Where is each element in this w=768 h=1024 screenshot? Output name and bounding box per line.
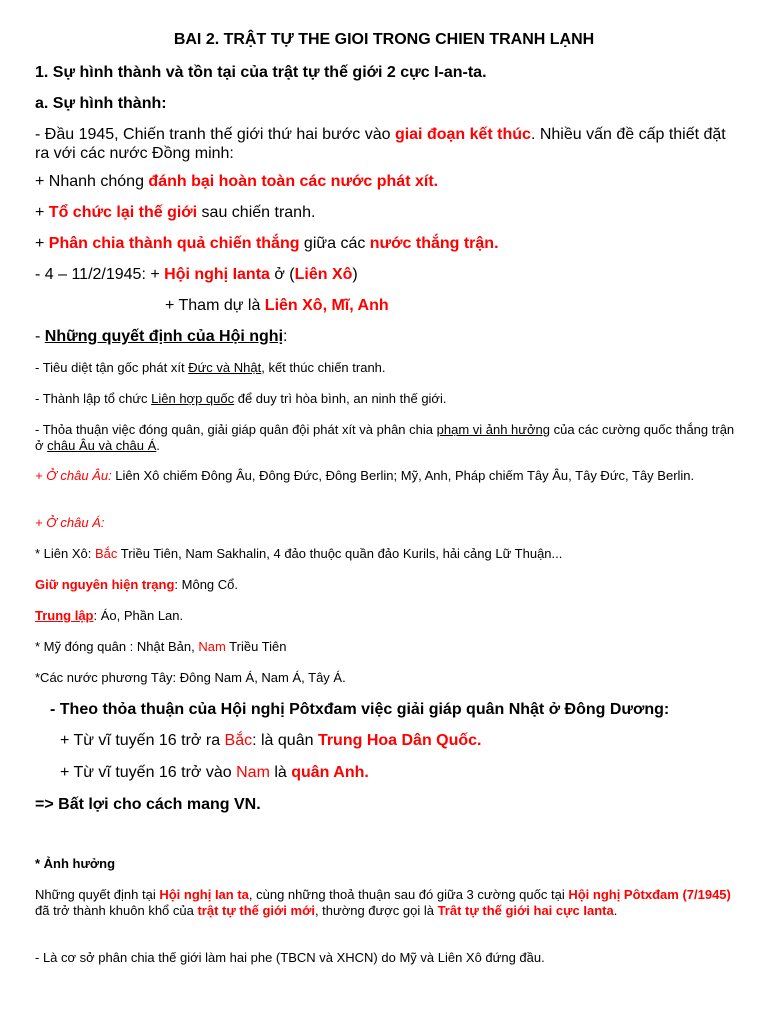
text: + Nhanh chóng: [35, 173, 149, 190]
ussr-zones: [35, 546, 744, 562]
section-heading-1: 1. Sự hình thành và tồn tại của trật tự thế giới 2 cực I-an-ta.: [35, 64, 487, 81]
text: : Mông Cổ.: [174, 577, 239, 592]
highlight: Trung Hoa Dân Quốc.: [317, 732, 482, 749]
text: ở (: [269, 266, 295, 283]
highlight: Nam: [198, 639, 226, 654]
text: * Mỹ đóng quân : Nhật Bản,: [35, 639, 199, 654]
highlight: Nam: [236, 764, 270, 781]
intro-paragraph: [35, 125, 744, 163]
highlight: Phân chia thành quả chiến thắng: [48, 235, 300, 252]
text: * Liên Xô:: [35, 546, 95, 561]
potsdam-heading: - Theo thỏa thuận của Hội nghị Pôtxđam việc giải giáp quân Nhật ở Đông Dương:: [50, 701, 670, 718]
text: giữa các: [299, 235, 370, 252]
page-title: BAI 2. TRẬT TỰ THE GIOI TRONG CHIEN TRANH LẠNH: [173, 31, 595, 48]
neutral-line: [35, 608, 744, 624]
text: - Thỏa thuận việc đóng quân, giải giáp quân đội phát xít và phân chia: [35, 422, 437, 437]
text: - Tiêu diệt tận gốc phát xít: [35, 360, 189, 375]
text: , cùng những thoả thuận sau đó giữa 3 cường quốc tại: [248, 887, 569, 902]
underlined-text: Liên hợp quốc: [151, 391, 235, 406]
highlight: nước thắng trận.: [369, 235, 499, 252]
impact-heading: * Ảnh hưởng: [35, 856, 116, 871]
text: :: [283, 328, 288, 345]
highlight: Hội nghị Ianta: [164, 266, 270, 283]
asia-heading: + Ở châu Á:: [35, 515, 105, 530]
text: + Từ vĩ tuyến 16 trở vào: [60, 764, 237, 781]
highlight: Hội nghị Pôtxđam (7/1945): [568, 887, 731, 902]
underlined-text: phạm vi ảnh hưởng: [436, 422, 550, 437]
text: +: [35, 235, 49, 252]
attendees-line: [165, 296, 744, 315]
text: - Đầu 1945, Chiến tranh thế giới thứ hai bước vào: [35, 126, 395, 143]
text: : Áo, Phần Lan.: [93, 608, 184, 623]
highlight: Tổ chức lại thế giới: [48, 204, 198, 221]
highlight: Trât tự thế giới hai cực Ianta: [437, 903, 614, 918]
underlined-text: châu Âu và châu Á: [47, 438, 157, 453]
final-paragraph: - Là cơ sở phân chia thế giới làm hai phe (TBCN và XHCN) do Mỹ và Liên Xô đứng đầu.: [35, 950, 545, 965]
highlight: Giữ nguyên hiện trạng: [35, 577, 175, 592]
text: của các cường quốc thắng trận ở: [35, 422, 735, 453]
highlight: Bắc: [224, 732, 253, 749]
decision-2: [35, 391, 744, 407]
yalta-conference-line: [35, 265, 744, 284]
text: để duy trì hòa bình, an ninh thế giới.: [234, 391, 447, 406]
text: +: [35, 204, 49, 221]
underlined-text: Đức và Nhật: [188, 360, 262, 375]
highlight: Bắc: [95, 546, 118, 561]
text: Liên Xô chiếm Đông Âu, Đông Đức, Đông Berlin; Mỹ, Anh, Pháp chiếm Tây Âu, Tây Đức, Tây Berlin.: [111, 468, 695, 483]
text: sau chiến tranh.: [197, 204, 316, 221]
text: : là quân: [252, 732, 318, 749]
text: Triều Tiên, Nam Sakhalin, 4 đảo thuộc quần đảo Kurils, hải cảng Lữ Thuận...: [117, 546, 563, 561]
text: .: [156, 438, 160, 453]
europe-zones: [35, 468, 744, 484]
text: Triều Tiên: [225, 639, 287, 654]
text: ): [352, 266, 358, 283]
text: , kết thúc chiến tranh.: [261, 360, 386, 375]
decisions-heading: [35, 327, 744, 346]
western-zones: *Các nước phương Tây: Đông Nam Á, Nam Á, Tây Á.: [35, 670, 346, 685]
text: đã trở thành khuôn khổ của: [35, 903, 198, 918]
bullet-reorganize-world: [35, 203, 744, 222]
text: - 4 – 11/2/1945: +: [35, 266, 165, 283]
highlight: trật tự thế giới mới: [197, 903, 315, 918]
text: . Nhiều vấn đề cấp thiết đặt ra với các nước Đồng minh:: [35, 126, 726, 162]
highlight: đánh bại hoàn toàn các nước phát xít.: [148, 173, 439, 190]
us-zones: [35, 639, 744, 655]
parallel-16-south: [60, 763, 744, 782]
decision-1: [35, 360, 744, 376]
text: , thường được gọi là: [314, 903, 438, 918]
highlight: quân Anh.: [291, 764, 369, 781]
status-quo-line: [35, 577, 744, 593]
text: -: [35, 328, 45, 345]
highlight: Liên Xô: [294, 266, 353, 283]
highlight-italic: + Ở châu Âu:: [35, 468, 112, 483]
parallel-16-north: [60, 731, 744, 750]
underlined-heading: Những quyết định của Hội nghị: [44, 328, 284, 345]
text: .: [613, 903, 618, 918]
text: + Từ vĩ tuyến 16 trở ra: [60, 732, 225, 749]
highlight: giai đoạn kết thúc: [394, 126, 531, 143]
text: là: [269, 764, 292, 781]
subheading-formation: a. Sự hình thành:: [35, 95, 167, 112]
highlight-underlined: Trung lập: [35, 608, 94, 623]
impact-paragraph: [35, 887, 744, 919]
text: + Tham dự là: [165, 297, 265, 314]
highlight: Hội nghị Ian ta: [159, 887, 249, 902]
bullet-defeat-fascists: [35, 172, 744, 191]
highlight: Liên Xô, Mĩ, Anh: [264, 297, 389, 314]
conclusion: => Bất lợi cho cách mang VN.: [35, 796, 261, 813]
text: - Thành lập tổ chức: [35, 391, 152, 406]
decision-3: [35, 422, 744, 454]
text: Những quyết định tại: [35, 887, 160, 902]
bullet-divide-spoils: [35, 234, 744, 253]
